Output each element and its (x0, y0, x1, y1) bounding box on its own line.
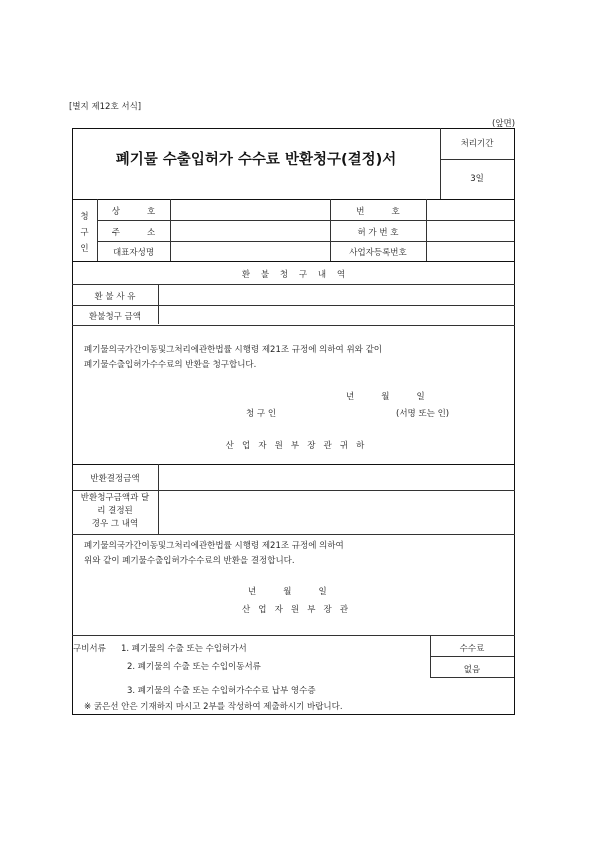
fee-label: 수수료 (459, 644, 485, 654)
decided-amount-label: 반환결정금액 (90, 474, 140, 484)
page-side-label: (앞면) (492, 119, 516, 129)
number-label: 번 호 (356, 207, 400, 217)
decision-date: 년 월 일 (248, 587, 327, 597)
applicant-side-char-1: 청 (80, 212, 89, 222)
address-field[interactable] (171, 221, 329, 240)
request-addressee: 산 업 자 원 부 장 관 귀 하 (225, 441, 365, 451)
required-document-3: 3. 폐기물의 수출 또는 수입허가수수료 납부 영수증 (127, 686, 316, 696)
processing-period-value: 3일 (470, 174, 484, 184)
request-date: 년 월 일 (346, 392, 425, 402)
business-registration-field[interactable] (427, 242, 513, 260)
number-field[interactable] (427, 200, 513, 219)
decision-statement-line1: 폐기물의국가간이동및그처리에관한법률 시행령 제21조 규정에 의하여 (84, 541, 344, 551)
footnote: ※ 굵은선 안은 기재하지 마시고 2부를 작성하여 제출하시기 바랍니다. (84, 702, 343, 712)
applicant-side-char-3: 인 (80, 244, 89, 254)
required-documents-label: 구비서류 (73, 644, 106, 654)
difference-label (72, 492, 158, 531)
request-statement-line2: 폐기물수출입허가수수료의 반환을 청구합니다. (84, 360, 257, 370)
form-number-label: [별지 제12호 서식] (69, 102, 142, 112)
refund-amount-label: 환불청구 금액 (89, 312, 141, 322)
trade-name-label: 상 호 (111, 207, 156, 217)
difference-label-line2: 리 결정된 (97, 506, 133, 516)
refund-reason-label: 환 불 사 유 (94, 292, 136, 302)
refund-amount-field[interactable] (159, 306, 513, 324)
requester-label: 청 구 인 (246, 409, 277, 419)
business-registration-label: 사업자등록번호 (349, 248, 407, 258)
request-statement-line1: 폐기물의국가간이동및그처리에관한법률 시행령 제21조 규정에 의하여 위와 같이 (84, 345, 382, 355)
difference-label-line3: 경우 그 내역 (91, 519, 139, 529)
address-label: 주 소 (111, 228, 156, 238)
required-document-1: 1. 폐기물의 수출 또는 수입허가서 (121, 644, 247, 654)
difference-label-line1: 반환청구금액과 달 (80, 493, 150, 503)
processing-period-label: 처리기간 (460, 139, 494, 149)
refund-reason-field[interactable] (159, 285, 513, 304)
form-title: 폐기물 수출입허가 수수료 반환청구(결정)서 (115, 152, 397, 168)
permit-number-label: 허 가 번 호 (357, 228, 399, 238)
requester-signature-label: (서명 또는 인) (396, 409, 450, 419)
applicant-side-char-2: 구 (80, 228, 89, 238)
decision-signer: 산 업 자 원 부 장 관 (241, 605, 349, 615)
decision-statement-line2: 위와 같이 폐기물수출입허가수수료의 반환을 결정합니다. (84, 556, 295, 566)
required-document-2: 2. 폐기물의 수출 또는 수입이동서류 (127, 662, 261, 672)
refund-section-title: 환 불 청 구 내 역 (241, 270, 346, 280)
difference-field[interactable] (159, 491, 513, 533)
representative-field[interactable] (171, 242, 329, 260)
decided-amount-field[interactable] (159, 465, 513, 489)
representative-label: 대표자성명 (112, 248, 155, 258)
trade-name-field[interactable] (171, 200, 329, 219)
fee-value: 없음 (463, 665, 481, 675)
permit-number-field[interactable] (427, 221, 513, 240)
